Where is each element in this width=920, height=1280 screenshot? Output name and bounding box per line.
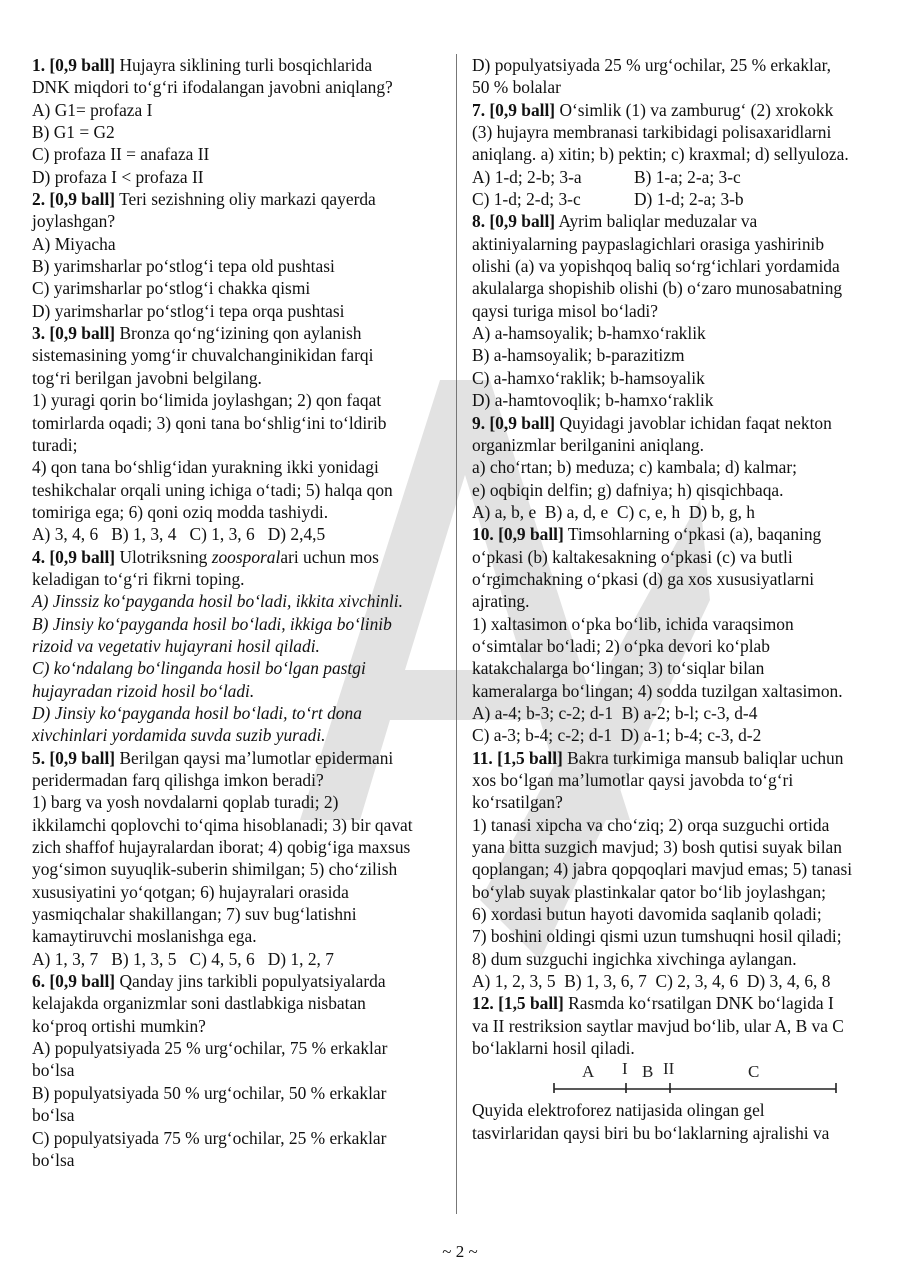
option-a: A) 1-d; 2-b; 3-a — [472, 166, 582, 187]
question-stem: Timsohlarning o‘pkasi (a), baqaning — [563, 524, 822, 545]
left-column — [32, 54, 440, 1210]
question-2 — [32, 188, 440, 322]
option-a: A) G1= profaza I — [32, 99, 153, 120]
question-7 — [472, 99, 892, 211]
option-a: A) populyatsiyada 25 % urg‘ochilar, 75 % erkaklar — [32, 1038, 388, 1059]
statement-line: 1) barg va yosh novdalarni qoplab turadi; 2) — [32, 792, 339, 813]
option-d: D) a-hamtovoqlik; b-hamxo‘raklik — [472, 390, 714, 411]
question-stem: sistemasining yomg‘ir chuvalchanginikidan farqi — [32, 345, 374, 366]
question-6 — [32, 970, 440, 1171]
question-number: 2. [0,9 ball] — [32, 189, 116, 210]
question-stem: ko‘proq ortishi mumkin? — [32, 1015, 206, 1036]
option-c: C) yarimsharlar po‘stlog‘i chakka qismi — [32, 278, 311, 299]
question-stem: organizmlar berilganini aniqlang. — [472, 434, 704, 455]
statement-line: qoplangan; 4) jabra qopqoqlari mavjud emas; 5) tanasi — [472, 859, 853, 880]
question-12 — [472, 992, 892, 1144]
option-c: C) a-hamxo‘raklik; b-hamsoyalik — [472, 367, 705, 388]
statement-line: 8) dum suzguchi ingichka xivchinga aylangan. — [472, 948, 797, 969]
question-stem: Teri sezishning oliy markazi qayerda — [115, 189, 376, 210]
option-d-cont: 50 % bolalar — [472, 77, 561, 98]
question-number: 3. [0,9 ball] — [32, 323, 116, 344]
question-stem-italic: zoosporal — [211, 546, 281, 567]
statement-line: 7) boshini oldingi qismi uzun tumshuqni hosil qiladi; — [472, 926, 842, 947]
question-stem: aniqlang. a) xitin; b) pektin; c) kraxmal; d) sellyuloza. — [472, 144, 849, 165]
option-b-cont: rizoid va vegetativ hujayrani hosil qiladi. — [32, 635, 320, 656]
statement-line: yasmiqchalar shakillangan; 7) suv bug‘latishni — [32, 904, 357, 925]
question-stem: O‘simlik (1) va zamburug‘ (2) xrokokk — [555, 99, 834, 120]
question-stem: aktiniyalarning paypaslagichlari orasiga yashirinib — [472, 233, 825, 254]
question-stem: Qanday jins tarkibli populyatsiyalarda — [115, 971, 386, 992]
question-stem: Bakra turkimiga mansub baliqlar uchun — [562, 747, 844, 768]
answer-options: A) 1, 2, 3, 5 B) 1, 3, 6, 7 C) 2, 3, 4, 6 D) 3, 4, 6, 8 — [472, 971, 831, 992]
right-column — [472, 54, 892, 1210]
question-4 — [32, 546, 440, 747]
option-b: B) 1-a; 2-a; 3-c — [634, 166, 741, 187]
option-b: B) G1 = G2 — [32, 122, 115, 143]
option-c-cont: bo‘lsa — [32, 1149, 75, 1170]
statement-line: kameralarga bo‘lingan; 4) sodda tuzilgan xaltasimon. — [472, 680, 843, 701]
option-a: A) Miyacha — [32, 233, 116, 254]
question-stem: qaysi turiga misol bo‘ladi? — [472, 300, 658, 321]
option-d: D) profaza I < profaza II — [32, 166, 204, 187]
question-stem: DNK miqdori to‘g‘ri ifodalangan javobni aniqlang? — [32, 77, 393, 98]
statement-line: 1) tanasi xipcha va cho‘ziq; 2) orqa suzguchi ortida — [472, 814, 830, 835]
question-stem: ari uchun mos — [280, 546, 379, 567]
question-number: 12. [1,5 ball] — [472, 993, 564, 1014]
option-d: D) 1-d; 2-a; 3-b — [634, 189, 744, 210]
question-stem: Berilgan qaysi ma’lumotlar epidermani — [115, 747, 394, 768]
question-6-continued — [472, 54, 892, 99]
options-row — [472, 166, 892, 188]
question-number: 9. [0,9 ball] — [472, 412, 556, 433]
question-stem: o‘pkasi (b) kaltakesakning o‘pkasi (c) va butli — [472, 546, 793, 567]
question-number: 5. [0,9 ball] — [32, 747, 116, 768]
question-stem: Quyidagi javoblar ichidan faqat nekton — [555, 412, 832, 433]
question-number: 10. [0,9 ball] — [472, 524, 564, 545]
question-stem: peridermadan farq qilishga imkon beradi? — [32, 770, 324, 790]
question-stem: (3) hujayra membranasi tarkibidagi polisaxaridlarni — [472, 122, 832, 143]
answer-options: A) 3, 4, 6 B) 1, 3, 4 C) 1, 3, 6 D) 2,4,5 — [32, 524, 326, 545]
question-9 — [472, 412, 892, 524]
question-stem: akulalarga shopishib olishi (b) o‘zaro munosabatning — [472, 278, 843, 299]
option-c: C) populyatsiyada 75 % urg‘ochilar, 25 % erkaklar — [32, 1127, 387, 1148]
option-a-cont: bo‘lsa — [32, 1060, 75, 1081]
question-3 — [32, 322, 440, 545]
option-a: A) Jinssiz ko‘payganda hosil bo‘ladi, ikkita xivchinli. — [32, 591, 403, 612]
statement-line: ikkilamchi qoplovchi to‘qima hisoblanadi; 3) bir qavat — [32, 814, 413, 835]
page-number: ~ 2 ~ — [442, 1242, 478, 1261]
statement-line: zich shaffof hujayralardan iborat; 4) qobig‘iga maxsus — [32, 837, 411, 858]
options-row — [472, 188, 892, 210]
question-stem: Ulotriksning — [115, 546, 212, 567]
answer-options: A) a, b, e B) a, d, e C) c, e, h D) b, g, h — [472, 501, 756, 522]
question-stem: keladigan to‘g‘ri fikrni toping. — [32, 568, 245, 589]
question-stem: tasvirlaridan qaysi biri bu bo‘laklarning ajralishi va — [472, 1122, 830, 1143]
option-b: B) yarimsharlar po‘stlog‘i tepa old pushtasi — [32, 256, 335, 277]
question-stem: olishi (a) va yopishqoq baliq so‘rg‘ichlari yordamida — [472, 256, 840, 277]
option-c: C) ko‘ndalang bo‘linganda hosil bo‘lgan pastgi — [32, 658, 366, 679]
option-d: D) populyatsiyada 25 % urg‘ochilar, 25 % erkaklar, — [472, 55, 832, 75]
dna-fragment-diagram — [546, 1061, 846, 1097]
question-11 — [472, 747, 892, 993]
statement-line: 6) xordasi butun hayoti davomida saqlanib qoladi; — [472, 904, 822, 925]
statement-line: teshikchalar orqali uning ichiga o‘tadi; 5) halqa qon — [32, 479, 393, 500]
question-number: 1. [0,9 ball] — [32, 55, 116, 75]
statement-line: tomirlarda oqadi; 3) qoni tana bo‘shlig‘ini to‘ldirib — [32, 412, 387, 433]
question-8 — [472, 210, 892, 411]
option-d: D) yarimsharlar po‘stlog‘i tepa orqa pushtasi — [32, 300, 345, 321]
option-b-cont: bo‘lsa — [32, 1105, 75, 1126]
question-stem: Rasmda ko‘rsatilgan DNK bo‘lagida I — [563, 993, 834, 1014]
question-number: 8. [0,9 ball] — [472, 211, 556, 232]
statement-line: e) oqbiqin delfin; g) dafniya; h) qisqichbaqa. — [472, 479, 784, 500]
answer-options: A) 1, 3, 7 B) 1, 3, 5 C) 4, 5, 6 D) 1, 2, 7 — [32, 948, 334, 969]
option-d-cont: xivchinlari yordamida suvda suzib yuradi. — [32, 725, 326, 746]
statement-line: yana bitta suzgich mavjud; 3) bosh qutisi suyak bilan — [472, 837, 842, 858]
question-stem: ajrating. — [472, 591, 530, 612]
option-d: D) Jinsiy ko‘payganda hosil bo‘ladi, to‘rt dona — [32, 702, 362, 723]
question-stem: tog‘ri berilgan javobni belgilang. — [32, 367, 262, 388]
question-stem: Bronza qo‘ng‘izining qon aylanish — [115, 323, 362, 344]
question-stem: Ayrim baliqlar meduzalar va — [555, 211, 758, 232]
question-stem: xos bo‘lgan ma’lumotlar qaysi javobda to‘g‘ri — [472, 770, 794, 790]
question-stem: Hujayra siklining turli bosqichlarida — [115, 55, 373, 75]
question-number: 11. [1,5 ball] — [472, 747, 563, 768]
statement-line: 1) xaltasimon o‘pka bo‘lib, ichida varaqsimon — [472, 613, 794, 634]
statement-line: bo‘ylab suyak plastinkalar qator bo‘lib joylashgan; — [472, 881, 827, 902]
option-c: C) 1-d; 2-d; 3-c — [472, 189, 581, 210]
question-stem: bo‘laklarni hosil qiladi. — [472, 1038, 635, 1059]
question-stem: kelajakda organizmlar soni dastlabkiga nisbatan — [32, 993, 366, 1014]
option-b: B) populyatsiyada 50 % urg‘ochilar, 50 % erkaklar — [32, 1082, 387, 1103]
question-number: 6. [0,9 ball] — [32, 971, 116, 992]
statement-line: 4) qon tana bo‘shlig‘idan yurakning ikki yonidagi — [32, 457, 379, 478]
answer-options: C) a-3; b-4; c-2; d-1 D) a-1; b-4; c-3, d-2 — [472, 725, 762, 746]
statement-line: a) cho‘rtan; b) meduza; c) kambala; d) kalmar; — [472, 457, 797, 478]
fragment-c-label: C — [748, 1062, 760, 1082]
option-b: B) Jinsiy ko‘payganda hosil bo‘ladi, ikkiga bo‘linib — [32, 613, 392, 634]
statement-line: yog‘simon suyuqlik-suberin shimilgan; 5) cho‘zilish — [32, 859, 398, 880]
statement-line: 1) yuragi qorin bo‘limida joylashgan; 2) qon faqat — [32, 390, 382, 411]
question-stem: va II restriksion saytlar mavjud bo‘lib, ular A, B va C — [472, 1015, 844, 1036]
question-stem: ko‘rsatilgan? — [472, 792, 563, 813]
option-c-cont: hujayradan rizoid hosil bo‘ladi. — [32, 680, 255, 701]
statement-line: xususiyatini yo‘qotgan; 6) hujayralari orasida — [32, 881, 349, 902]
question-stem: Quyida elektroforez natijasida olingan gel — [472, 1100, 765, 1121]
statement-line: o‘simtalar bo‘ladi; 2) o‘pka devori ko‘plab — [472, 635, 770, 656]
site-i-label: I — [622, 1059, 628, 1079]
question-stem: joylashgan? — [32, 211, 116, 232]
statement-line: turadi; — [32, 434, 78, 455]
question-number: 4. [0,9 ball] — [32, 546, 116, 567]
question-5 — [32, 747, 440, 970]
answer-options: A) a-4; b-3; c-2; d-1 B) a-2; b-l; c-3, d-4 — [472, 702, 758, 723]
site-ii-label: II — [663, 1059, 675, 1079]
question-number: 7. [0,9 ball] — [472, 99, 556, 120]
option-a: A) a-hamsoyalik; b-hamxo‘raklik — [472, 323, 706, 344]
column-divider — [456, 54, 457, 1214]
statement-line: kamaytiruvchi moslanishga ega. — [32, 926, 257, 947]
statement-line: katakchalarga bo‘lingan; 3) to‘siqlar bilan — [472, 658, 765, 679]
option-b: B) a-hamsoyalik; b-parazitizm — [472, 345, 685, 366]
fragment-b-label: B — [642, 1062, 654, 1082]
question-1 — [32, 54, 440, 188]
question-10 — [472, 523, 892, 746]
statement-line: tomiriga ega; 6) qoni oziq modda tashiydi. — [32, 501, 329, 522]
option-c: C) profaza II = anafaza II — [32, 144, 210, 165]
fragment-a-label: A — [582, 1062, 595, 1082]
question-stem: o‘rgimchakning o‘pkasi (d) ga xos xususiyatlarni — [472, 568, 815, 589]
